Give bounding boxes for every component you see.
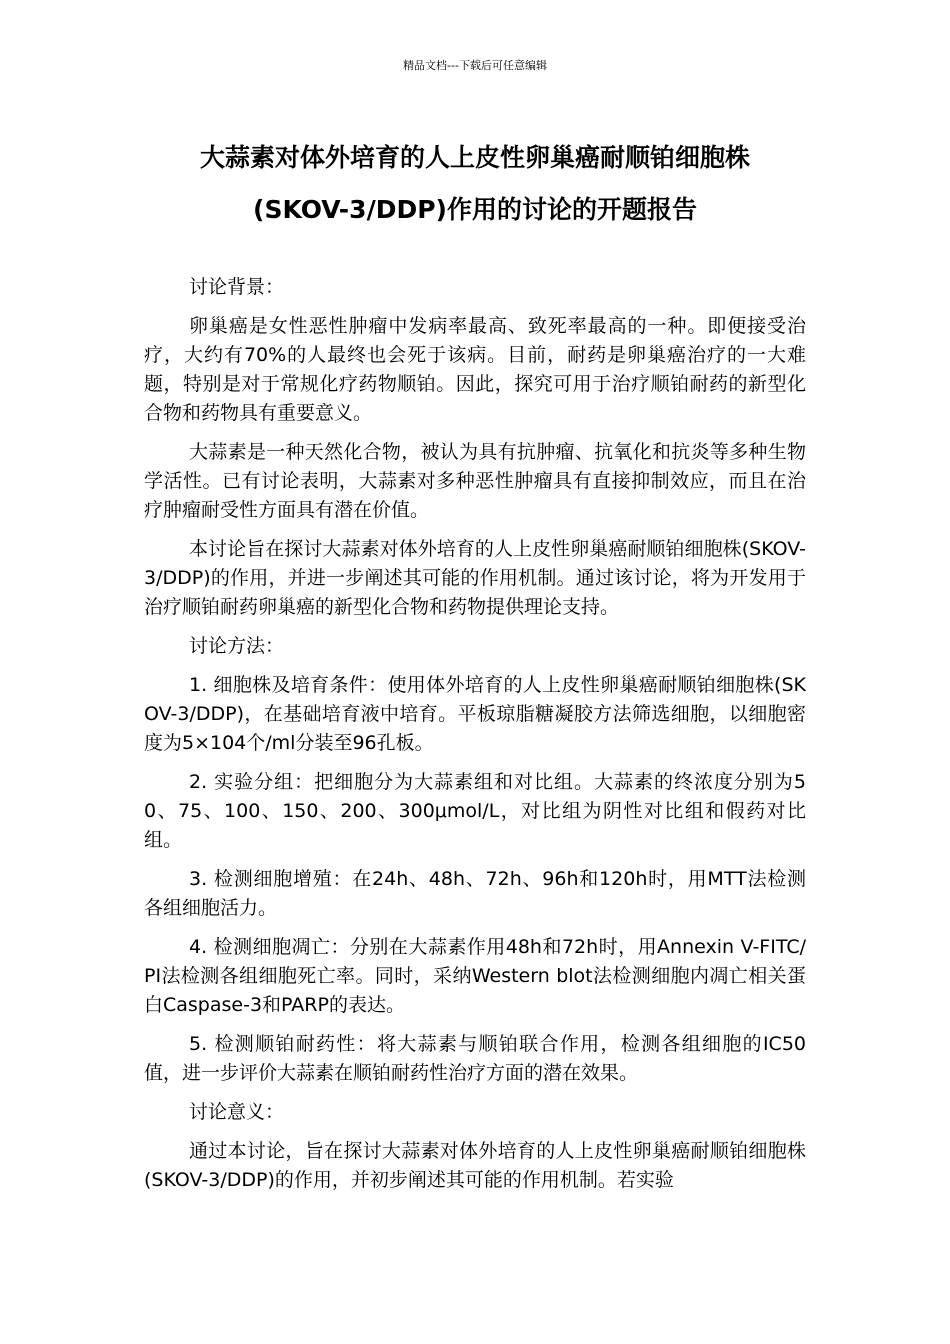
paragraph-significance-1: 通过本讨论，旨在探讨大蒜素对体外培育的人上皮性卵巢癌耐顺铂细胞株(SKOV-3/DDP)的作用，并初步阐述其可能的作用机制。若实验 [144, 1140, 806, 1191]
section-heading-background: 讨论背景： [189, 276, 285, 298]
paragraph-method-1: 1. 细胞株及培育条件：使用体外培育的人上皮性卵巢癌耐顺铂细胞株(SKOV-3/DDP)，在基础培育液中培育。平板琼脂糖凝胶方法筛选细胞，以细胞密度为5×104个/ml分装至96孔板。 [144, 674, 806, 754]
header-note: 精品文档---下载后可任意编辑 [403, 59, 547, 72]
paragraph-background-2: 大蒜素是一种天然化合物，被认为具有抗肿瘤、抗氧化和抗炎等多种生物学活性。已有讨论表明，大蒜素对多种恶性肿瘤具有直接抑制效应，而且在治疗肿瘤耐受性方面具有潜在价值。 [144, 441, 806, 521]
paragraph-background-3: 本讨论旨在探讨大蒜素对体外培育的人上皮性卵巢癌耐顺铂细胞株(SKOV-3/DDP)的作用，并进一步阐述其可能的作用机制。通过该讨论，将为开发用于治疗顺铂耐药卵巢癌的新型化合物和药物提供理论支持。 [144, 538, 806, 618]
paragraph-method-2: 2. 实验分组：把细胞分为大蒜素组和对比组。大蒜素的终浓度分别为50、75、100、150、200、300μmol/L，对比组为阴性对比组和假药对比组。 [144, 771, 806, 851]
paragraph-method-4: 4. 检测细胞凋亡：分别在大蒜素作用48h和72h时，用Annexin V-FITC/PI法检测各组细胞死亡率。同时，采纳Western blot法检测细胞内凋亡相关蛋白Caspase-3和PARP的表达。 [144, 936, 806, 1016]
paragraph-background-1: 卵巢癌是女性恶性肿瘤中发病率最高、致死率最高的一种。即便接受治疗，大约有70%的人最终也会死于该病。目前，耐药是卵巢癌治疗的一大难题，特别是对于常规化疗药物顺铂。因此，探究可用于治疗顺铂耐药的新型化合物和药物具有重要意义。 [144, 315, 806, 424]
paragraph-method-5: 5. 检测顺铂耐药性：将大蒜素与顺铂联合作用，检测各组细胞的IC50值，进一步评价大蒜素在顺铂耐药性治疗方面的潜在效果。 [144, 1033, 806, 1084]
section-heading-significance: 讨论意义： [189, 1101, 285, 1123]
title-line-1: 大蒜素对体外培育的人上皮性卵巢癌耐顺铂细胞株 [199, 143, 750, 172]
paragraph-method-3: 3. 检测细胞增殖：在24h、48h、72h、96h和120h时，用MTT法检测各组细胞活力。 [144, 868, 806, 919]
title-line-2: (SKOV-3/DDP)作用的讨论的开题报告 [253, 195, 697, 224]
section-heading-methods: 讨论方法： [189, 635, 285, 657]
document-title [100, 132, 850, 236]
document-body [144, 273, 806, 1205]
